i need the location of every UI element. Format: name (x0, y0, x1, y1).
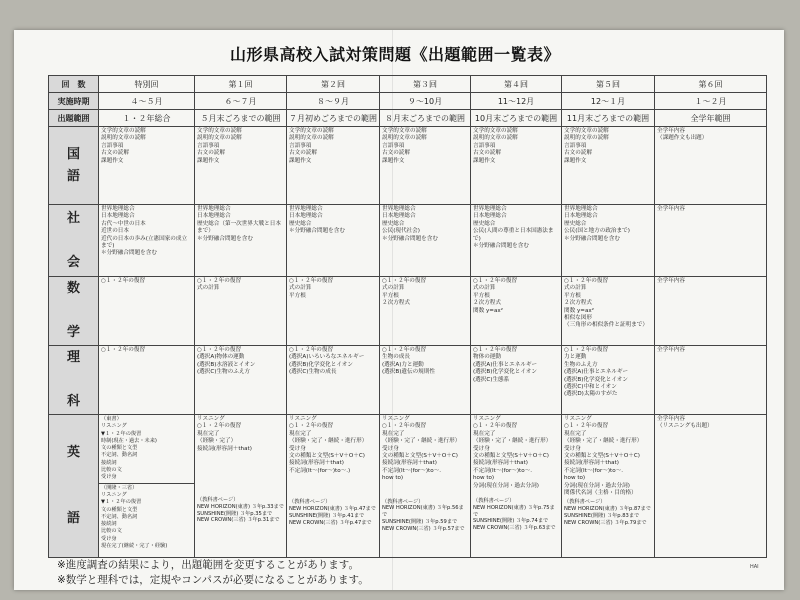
round-cell: 第５回 (562, 76, 655, 93)
shakai-note: ＊分野融合問題を含む (564, 235, 620, 242)
rika-cell: ○１・２年の復習 (選択A)いろいろなエネルギー (選択B)化学変化とイオン (選択C)生物の成長 (287, 346, 380, 415)
shakai-text: 世界地理総合 日本地理総合 古代～中世の日本 近世の日本 近代の日本の歩み(立憲国家の成立まで) (101, 206, 188, 250)
eigo-cell (471, 415, 562, 558)
kokugo-cell: 文学的文章の読解 説明的文章の読解 言語事項 古文の読解 課題作文 (471, 127, 562, 205)
rika-row (49, 346, 767, 415)
period-cell: １～２月 (655, 93, 767, 110)
eigo-text: リスニング ○１・２年の復習 現在完了 （経験・完了・継続・進行形） 受け身 文の種類と文型(S＋V＋O＋C) 接続詞(形容詞＋that) 不定詞(It～(for～)to～. how to) (382, 416, 461, 482)
rika-cell: ○１・２年の復習 (99, 346, 195, 415)
subject-kokugo: 国 語 (49, 127, 99, 205)
subject-eigo: 英 語 (49, 415, 99, 558)
shakai-text: 世界地理総合 日本地理総合 歴史総合 公民(国と地方の政治まで) (564, 206, 630, 235)
shakai-text: 全学年内容 (657, 206, 685, 212)
kokugo-cell: 文学的文章の読解 説明的文章の読解 言語事項 古文の読解 課題作文 (195, 127, 287, 205)
round-cell: 第２回 (287, 76, 380, 93)
kokugo-cell: 全学年内容 （課題作文も出題） (655, 127, 767, 205)
kokugo-cell: 文学的文章の読解 説明的文章の読解 言語事項 古文の読解 課題作文 (380, 127, 471, 205)
shakai-note: ＊分野融合問題を含む (289, 228, 345, 235)
eigo-text: リスニング ○１・２年の復習 現在完了 （経験・完了） 接続詞(形容詞＋that) (197, 416, 252, 452)
sugaku-cell: 全学年内容 (655, 277, 767, 346)
shakai-text: 世界地理総合 日本地理総合 歴史総合 (289, 206, 323, 227)
shakai-text: 世界地理総合 日本地理総合 歴史総合 公民(現代社会) (382, 206, 420, 235)
eigo-textbook: （教科書ページ） NEW HORIZON(東書) ３年p.75まで SUNSHINE(開隆) ３年p.74まで NEW CROWN(三省) ３年p.63まで (473, 498, 556, 532)
page-title: 山形県高校入試対策問題《出題範囲一覧表》 (230, 45, 561, 64)
eigo-text: リスニング ○１・２年の復習 現在完了 （経験・完了・継続・進行形） 受け身 文の種類と文型(S＋V＋O＋C) 接続詞(形容詞＋that) 不定詞(It～(for～)to～.) (289, 416, 368, 474)
kokugo-row (49, 127, 767, 205)
shakai-cell (655, 205, 767, 277)
round-cell: 第１回 (195, 76, 287, 93)
eigo-special-b: （開隆・三省） リスニング ▼１・２年の復習 文の種類と文型 不定詞、動名詞 接続詞 比較の文 受け身 現在完了(継続・完了・経験) (99, 483, 195, 557)
sugaku-cell: ○１・２年の復習 式の計算 平方根 ２次方程式 関数 y=ax² 相似な図形 （三角形の相似条件と証明まで） (562, 277, 655, 346)
footnotes (57, 558, 369, 588)
sugaku-cell: ○１・２年の復習 式の計算 (195, 277, 287, 346)
range-cell: １・２年総合 (99, 110, 195, 127)
round-row (49, 76, 767, 93)
rika-cell: ○１・２年の復習 生物の成長 (選択A)力と運動 (選択B)遺伝の規則性 (380, 346, 471, 415)
eigo-text: リスニング ○１・２年の復習 現在完了 （経験・完了・継続・進行形） 受け身 文の種類と文型(S＋V＋O＋C) 接続詞(形容詞＋that) 不定詞(It～(for～)to～. how to) 分詞(現在分詞・過去分詞) 関係代名詞（主格・目的格） (564, 416, 643, 497)
round-cell: 第６回 (655, 76, 767, 93)
shakai-cell (562, 205, 655, 277)
period-cell: ９～10月 (380, 93, 471, 110)
range-label: 出題範囲 (49, 110, 99, 127)
eigo-special-a: （東書） リスニング ▼１・２年の復習 時制(現在・過去・未来) 文の種類と文型 不定詞、動名詞 接続詞 比較の文 受け身 (99, 415, 195, 484)
period-cell: ４～５月 (99, 93, 195, 110)
shakai-cell (287, 205, 380, 277)
period-cell: 11～12月 (471, 93, 562, 110)
period-cell: ６～７月 (195, 93, 287, 110)
kokugo-cell: 文学的文章の読解 説明的文章の読解 言語事項 古文の読解 課題作文 (287, 127, 380, 205)
range-cell: 10月末ごろまでの範囲 (471, 110, 562, 127)
period-row (49, 93, 767, 110)
rika-cell: 全学年内容 (655, 346, 767, 415)
eigo-textbook: （教科書ページ） NEW HORIZON(東書) ３年p.56まで SUNSHINE(開隆) ３年p.59まで NEW CROWN(三省) ３年p.57まで (382, 498, 465, 532)
shakai-text: 世界地理総合 日本地理総合 歴史総合（第一次世界大戦と日本まで） (197, 206, 281, 235)
eigo-textbook: （教科書ページ） NEW HORIZON(東書) ３年p.87まで SUNSHINE(開隆) ３年p.83まで NEW CROWN(三省) ３年p.79まで (564, 499, 651, 526)
shakai-cell (380, 205, 471, 277)
sugaku-cell: ○１・２年の復習 (99, 277, 195, 346)
rika-cell: ○１・２年の復習 物体の運動 (選択A)仕事とエネルギー (選択B)化学変化とイオン (選択C)生態系 (471, 346, 562, 415)
round-cell: 第３回 (380, 76, 471, 93)
subject-shakai: 社 会 (49, 205, 99, 277)
footnote: ※数学と理科では，定規やコンパスが必要になることがあります。 (57, 574, 369, 586)
range-cell: ５月末ごろまでの範囲 (195, 110, 287, 127)
rika-cell: ○１・２年の復習 力と運動 生物のふえ方 (選択A)仕事とエネルギー (選択B)化学変化とイオン (選択C)中和とイオン (選択D)太陽のすがた (562, 346, 655, 415)
eigo-cell (380, 415, 471, 558)
eigo-cell (195, 415, 287, 558)
subject-rika: 理 科 (49, 346, 99, 415)
round-cell: 第４回 (471, 76, 562, 93)
round-cell: 特別回 (99, 76, 195, 93)
shakai-text: 世界地理総合 日本地理総合 歴史総合 公民(人間の尊重と日本国憲法まで) (473, 206, 554, 242)
round-label: 回 数 (49, 76, 99, 93)
shakai-note: ＊分野融合問題を含む (197, 235, 253, 242)
period-cell: ８～９月 (287, 93, 380, 110)
kokugo-cell: 文学的文章の読解 説明的文章の読解 言語事項 古文の読解 課題作文 (99, 127, 195, 205)
eigo-cell (562, 415, 655, 558)
shakai-note: ＊分野融合問題を含む (382, 235, 438, 242)
range-cell: ７月初めごろまでの範囲 (287, 110, 380, 127)
subject-sugaku: 数 学 (49, 277, 99, 346)
sugaku-cell: ○１・２年の復習 式の計算 平方根 ２次方程式 (380, 277, 471, 346)
period-cell: 12～１月 (562, 93, 655, 110)
shakai-cell (99, 205, 195, 277)
eigo-textbook: （教科書ページ） NEW HORIZON(東書) ３年p.33まで SUNSHINE(開隆) ３年p.35まで NEW CROWN(三省) ３年p.31まで (197, 497, 284, 524)
exam-range-table (48, 75, 767, 558)
eigo-textbook: （教科書ページ） NEW HORIZON(東書) ３年p.47まで SUNSHINE(開隆) ３年p.41まで NEW CROWN(三省) ３年p.47まで (289, 499, 376, 526)
footnote: ※進度調査の結果により，出題範囲を変更することがあります。 (57, 559, 359, 571)
shakai-row (49, 205, 767, 277)
eigo-text: リスニング ○１・２年の復習 現在完了 （経験・完了・継続・進行形） 受け身 文の種類と文型(S＋V＋O＋C) 接続詞(形容詞＋that) 不定詞(It～(for～)to～. how to) 分詞(現在分詞・過去分詞) (473, 416, 552, 489)
eigo-row-top (49, 415, 767, 484)
period-label: 実施時期 (49, 93, 99, 110)
eigo-cell: 全学年内容 （リスニングも出題） (655, 415, 767, 558)
sugaku-cell: ○１・２年の復習 式の計算 平方根 ２次方程式 関数 y=ax² (471, 277, 562, 346)
shakai-note: ＊分野融合問題を含む (473, 243, 529, 250)
kokugo-cell: 文学的文章の読解 説明的文章の読解 言語事項 古文の読解 課題作文 (562, 127, 655, 205)
range-cell: ８月末ごろまでの範囲 (380, 110, 471, 127)
sugaku-cell: ○１・２年の復習 式の計算 平方根 (287, 277, 380, 346)
rika-cell: ○１・２年の復習 (選択A)物体の運動 (選択B)水溶液とイオン (選択C)生物のふえ方 (195, 346, 287, 415)
shakai-note: ＊分野融合問題を含む (101, 250, 157, 257)
range-cell: 11月末ごろまでの範囲 (562, 110, 655, 127)
range-row (49, 110, 767, 127)
range-cell: 全学年範囲 (655, 110, 767, 127)
eigo-cell (287, 415, 380, 558)
shakai-cell (195, 205, 287, 277)
shakai-cell (471, 205, 562, 277)
footer-code: HAI (750, 564, 759, 570)
sugaku-row (49, 277, 767, 346)
